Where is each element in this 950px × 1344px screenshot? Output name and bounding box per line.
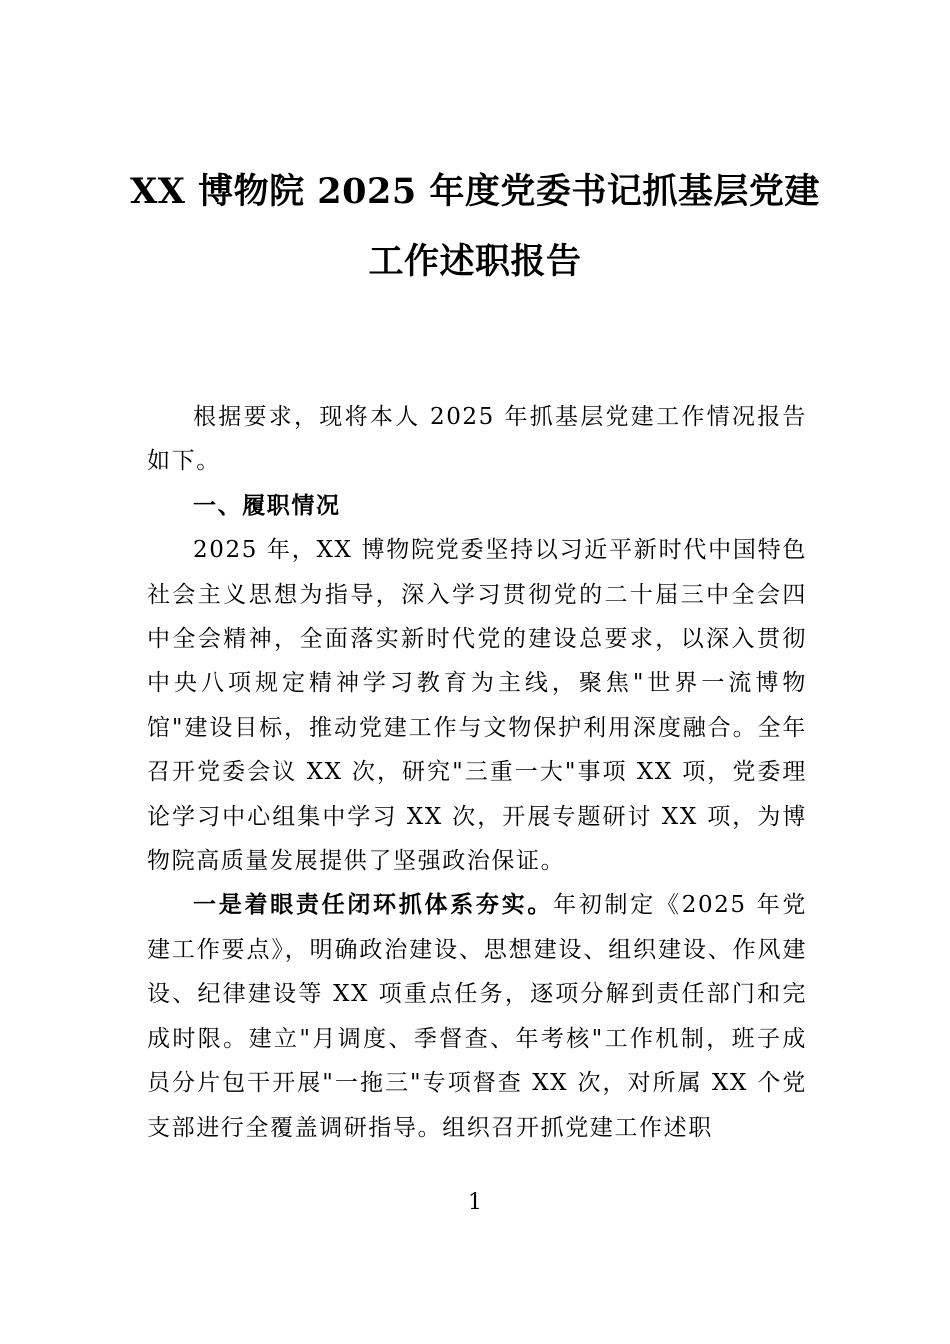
document-title-line-1: XX 博物院 2025 年度党委书记抓基层党建: [130, 171, 820, 212]
document-body: [147, 395, 807, 1150]
point-1-paragraph: [147, 883, 807, 1149]
intro-paragraph: 根据要求，现将本人 2025 年抓基层党建工作情况报告如下。: [147, 404, 807, 475]
section-heading-duty-performance: 一、履职情况: [193, 492, 341, 519]
document-title-line-2: 工作述职报告: [368, 241, 582, 282]
point-1-lead: 一是着眼责任闭环抓体系夯实。: [193, 891, 554, 919]
duty-performance-paragraph: 2025 年，XX 博物院党委坚持以习近平新时代中国特色社会主义思想为指导，深入学习贯彻党的二十届三中全会四中全会精神，全面落实新时代党的建设总要求，以深入贯彻中央八项规定精神学习教育为主线，聚焦"世界一流博物馆"建设目标，推动党建工作与文物保护利用深度融合。全年召开党委会议 XX 次，研究"三重一大"事项 XX 项，党委理论学习中心组集中学习 XX 次，开展专题研讨 XX 项，为博物院高质量发展提供了坚强政治保证。: [147, 537, 807, 875]
point-1-text: 年初制定《2025 年党建工作要点》，明确政治建设、思想建设、组织建设、作风建设、纪律建设等 XX 项重点任务，逐项分解到责任部门和完成时限。建立"月调度、季督查、年考核"工作机制，班子成员分片包干开展"一拖三"专项督查 XX 次，对所属 XX 个党支部进行全覆盖调研指导。组织召开抓党建工作述职: [147, 892, 808, 1141]
page-number: 1: [468, 1190, 482, 1215]
